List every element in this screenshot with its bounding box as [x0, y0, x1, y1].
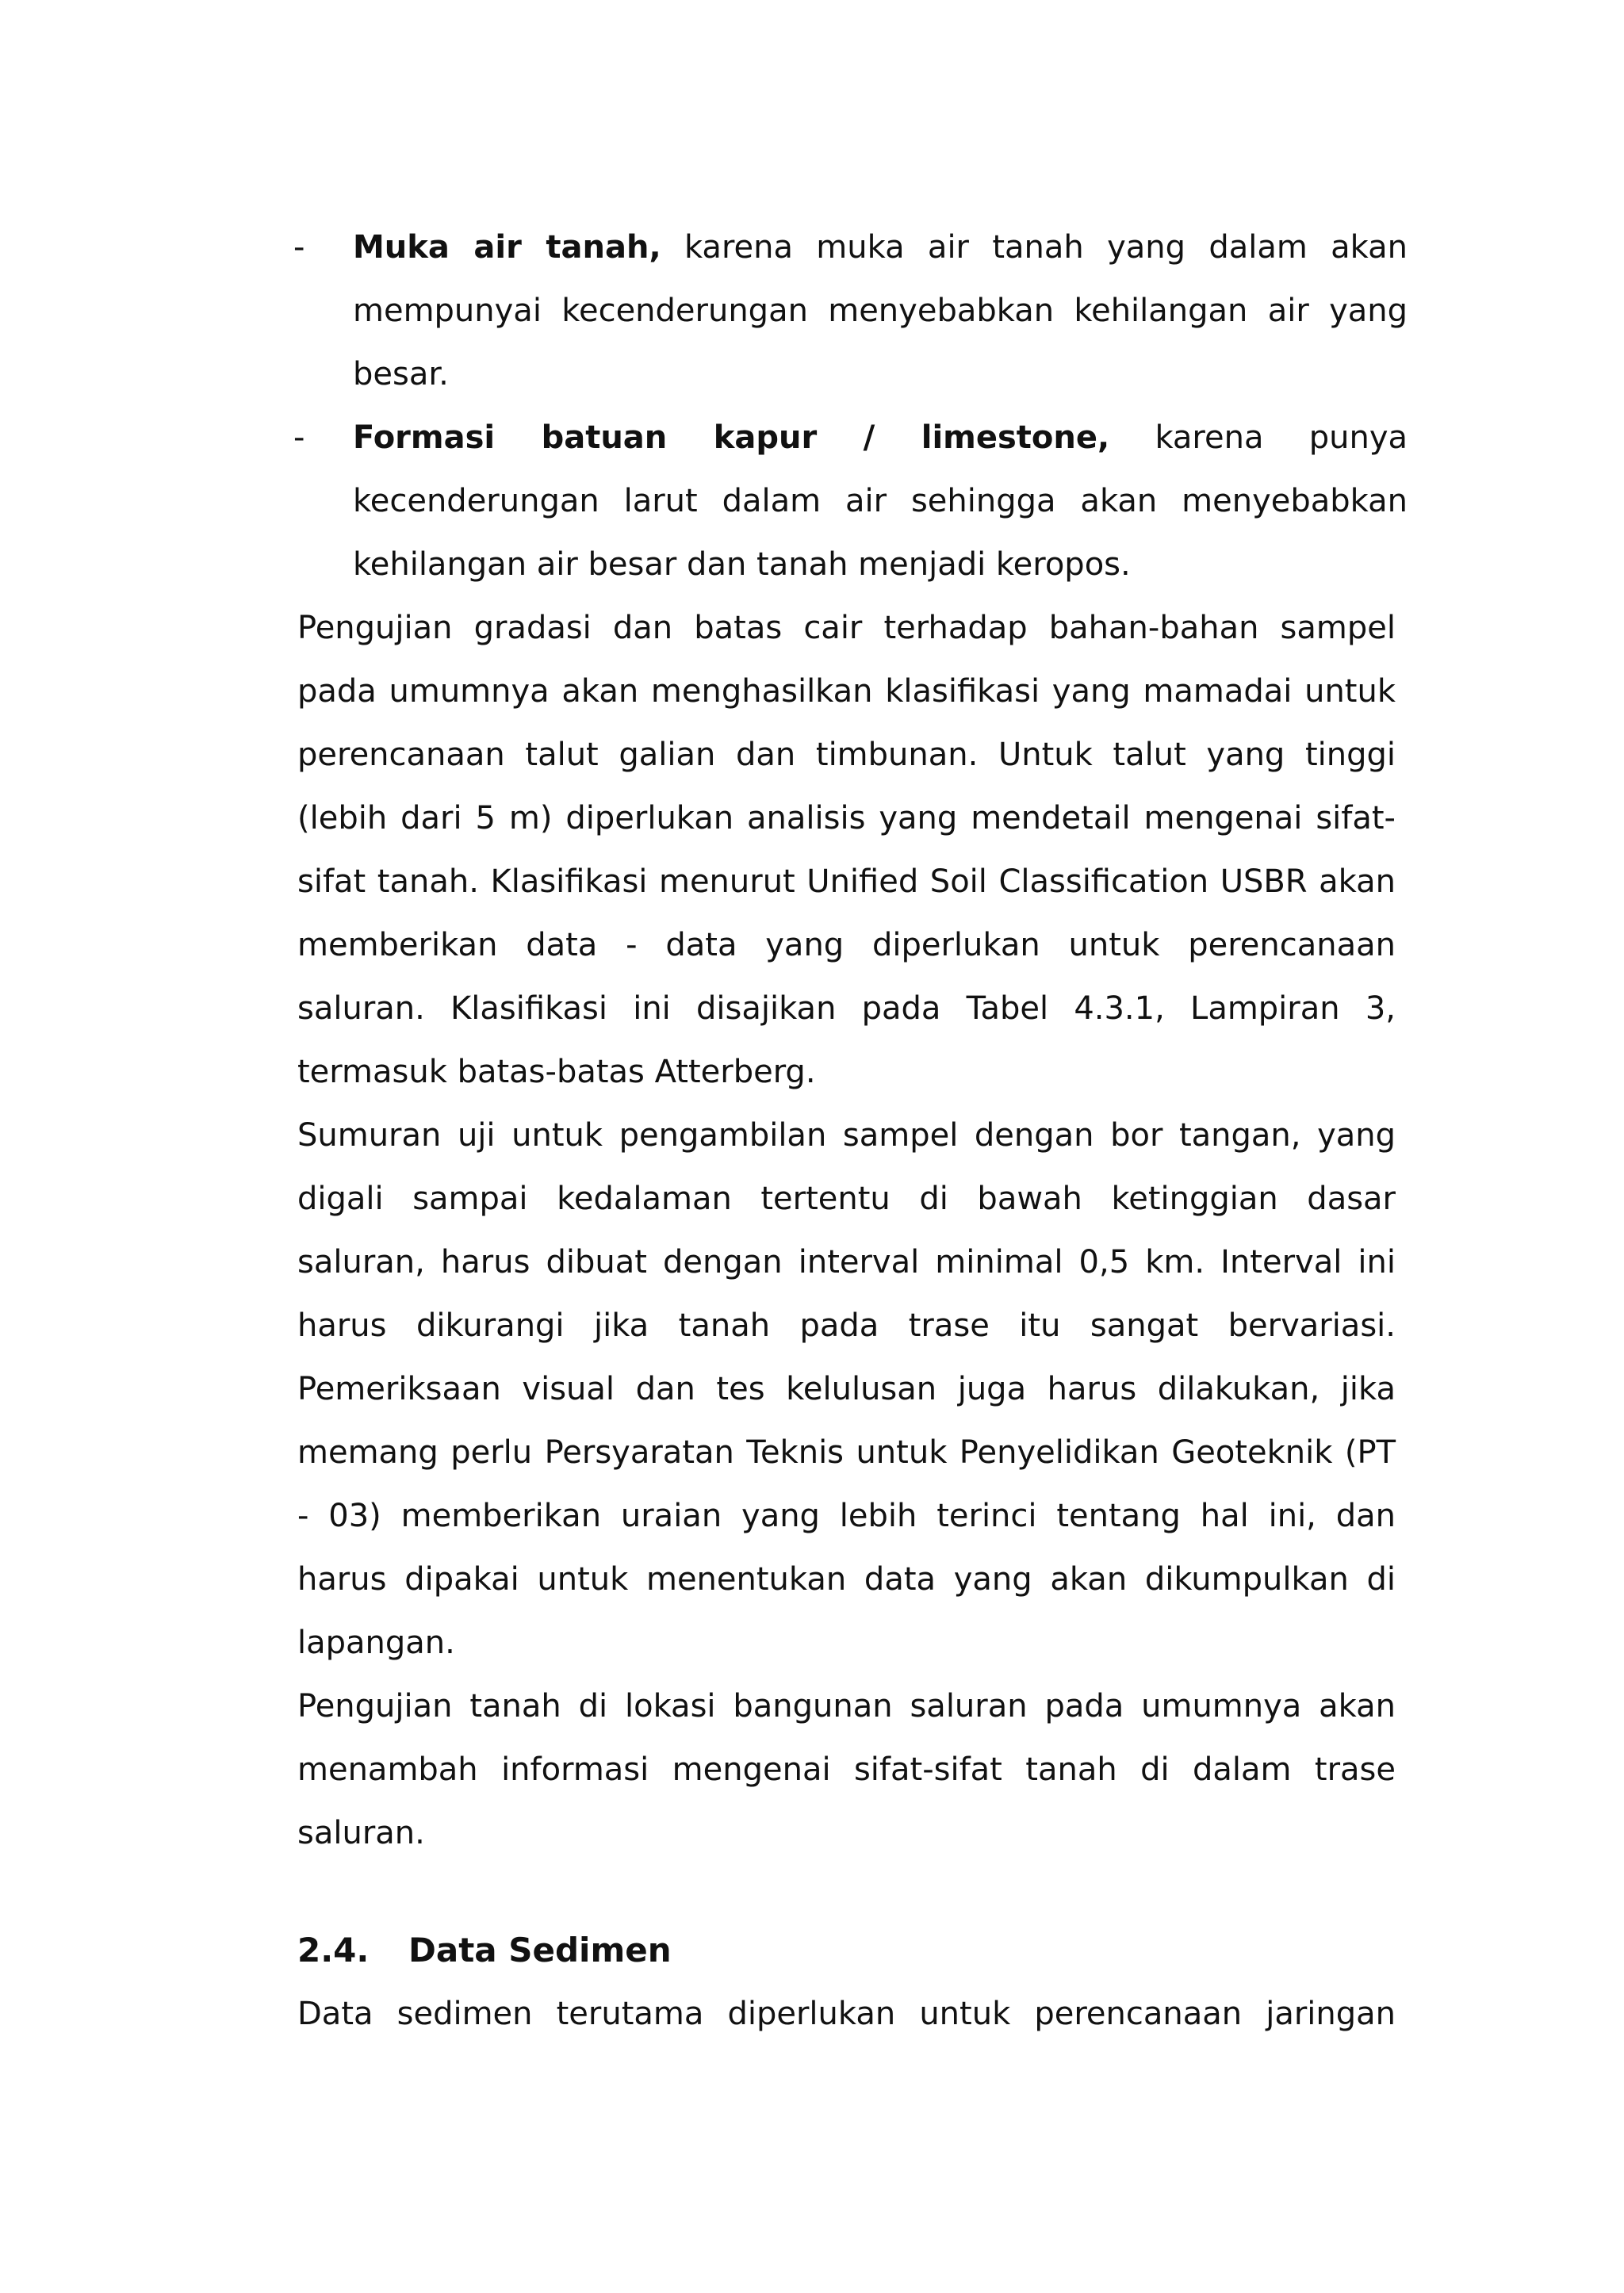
section-number: 2.4.	[297, 1931, 370, 1970]
bullet-term: Muka air tanah,	[353, 229, 661, 266]
bullet-item-formasi-batuan-kapur	[293, 406, 1408, 596]
bullet-body: karena punya kecenderungan larut dalam air sehingga akan menyebabkan kehilangan air besar dan tanah menjadi keropos.	[353, 419, 1408, 583]
paragraph-data-sedimen: Data sedimen terutama diperlukan untuk perencanaan jaringan	[297, 1996, 1396, 2032]
bullet-dash: -	[293, 229, 305, 266]
paragraph-sumuran-uji: Sumuran uji untuk pengambilan sampel dengan bor tangan, yang digali sampai kedalaman tertentu di bawah ketinggian dasar saluran, harus dibuat dengan interval minimal 0,5 km. Interval ini harus dikurangi jika tanah pada trase itu sangat bervariasi. Pemeriksaan visual dan tes kelulusan juga harus dilakukan, jika memang perlu Persyaratan Teknis untuk Penyelidikan Geoteknik (PT - 03) memberikan uraian yang lebih terinci tentang hal ini, dan harus dipakai untuk menentukan data yang akan dikumpulkan di lapangan.	[297, 1117, 1396, 1661]
section-title: Data Sedimen	[408, 1931, 672, 1970]
bullet-term: Formasi batuan kapur / limestone,	[353, 419, 1110, 456]
bullet-item-muka-air-tanah	[293, 216, 1408, 406]
bullet-text	[353, 406, 1408, 596]
paragraph-pengujian-tanah: Pengujian tanah di lokasi bangunan saluran pada umumnya akan menambah informasi mengenai sifat-sifat tanah di dalam trase saluran.	[297, 1688, 1396, 1851]
paragraph-pengujian-gradasi: Pengujian gradasi dan batas cair terhadap bahan-bahan sampel pada umumnya akan menghasilkan klasifikasi yang mamadai untuk perencanaan talut galian dan timbunan. Untuk talut yang tinggi (lebih dari 5 m) diperlukan analisis yang mendetail mengenai sifat-sifat tanah. Klasifikasi menurut Unified Soil Classification USBR akan memberikan data - data yang diperlukan untuk perencanaan saluran. Klasifikasi ini disajikan pada Tabel 4.3.1, Lampiran 3, termasuk batas-batas Atterberg.	[297, 610, 1396, 1090]
bullet-body: karena muka air tanah yang dalam akan mempunyai kecenderungan menyebabkan kehilangan air yang besar.	[353, 229, 1408, 392]
bullet-text	[353, 216, 1408, 406]
bullet-dash: -	[293, 419, 305, 456]
section-heading	[297, 1919, 672, 1982]
